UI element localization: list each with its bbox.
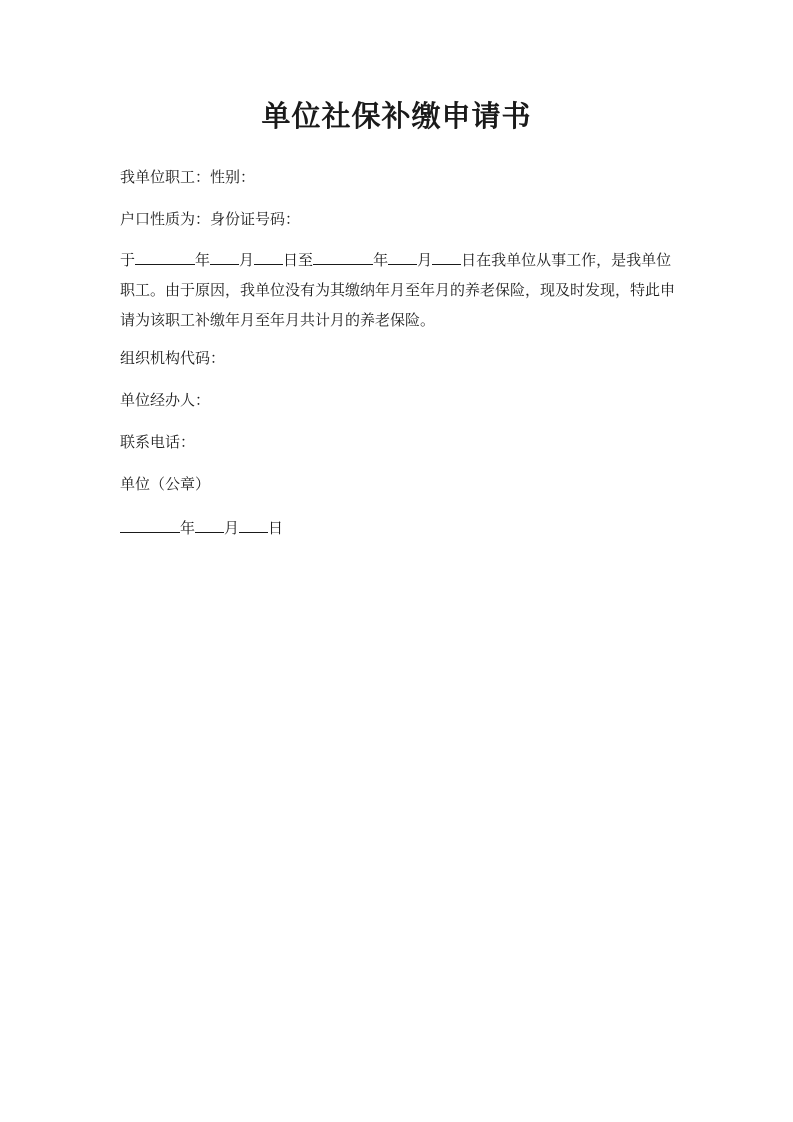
- paragraph-line-1: [120, 245, 680, 275]
- end-year-blank[interactable]: [313, 250, 373, 265]
- end-day-blank[interactable]: [432, 250, 461, 265]
- handler-line: 单位经办人：: [120, 391, 211, 409]
- org-code-line: 组织机构代码：: [120, 349, 226, 367]
- date-line: [120, 518, 680, 536]
- text-sign-month: 月: [224, 519, 240, 537]
- sign-day-blank[interactable]: [239, 518, 268, 533]
- request-paragraph: [120, 245, 680, 335]
- sign-year-blank[interactable]: [120, 518, 180, 533]
- text-sign-day: 日: [268, 519, 284, 537]
- text-month: 月: [239, 251, 255, 269]
- end-month-blank[interactable]: [388, 250, 417, 265]
- text-work-statement: 日在我单位从事工作，是我单位: [461, 251, 672, 269]
- text-end-year: 年: [373, 251, 389, 269]
- text-yu: 于: [120, 251, 136, 269]
- text-year: 年: [195, 251, 211, 269]
- document-title: 单位社保补缴申请书: [261, 99, 532, 133]
- text-sign-year: 年: [180, 519, 196, 537]
- text-end-month: 月: [417, 251, 433, 269]
- day-blank[interactable]: [254, 250, 283, 265]
- month-blank[interactable]: [210, 250, 239, 265]
- year-blank[interactable]: [135, 250, 195, 265]
- paragraph-line-2: 职工。由于原因，我单位没有为其缴纳年月至年月的养老保险，现及时发现，特此申: [120, 281, 676, 299]
- sign-month-blank[interactable]: [195, 518, 224, 533]
- text-day-to: 日至: [283, 251, 314, 269]
- employee-line: 我单位职工：性别：: [120, 168, 256, 186]
- phone-line: 联系电话：: [120, 433, 196, 451]
- seal-line: 单位（公章）: [120, 475, 211, 493]
- hukou-id-line: 户口性质为：身份证号码：: [120, 210, 301, 228]
- paragraph-line-3: 请为该职工补缴年月至年月共计月的养老保险。: [120, 311, 436, 329]
